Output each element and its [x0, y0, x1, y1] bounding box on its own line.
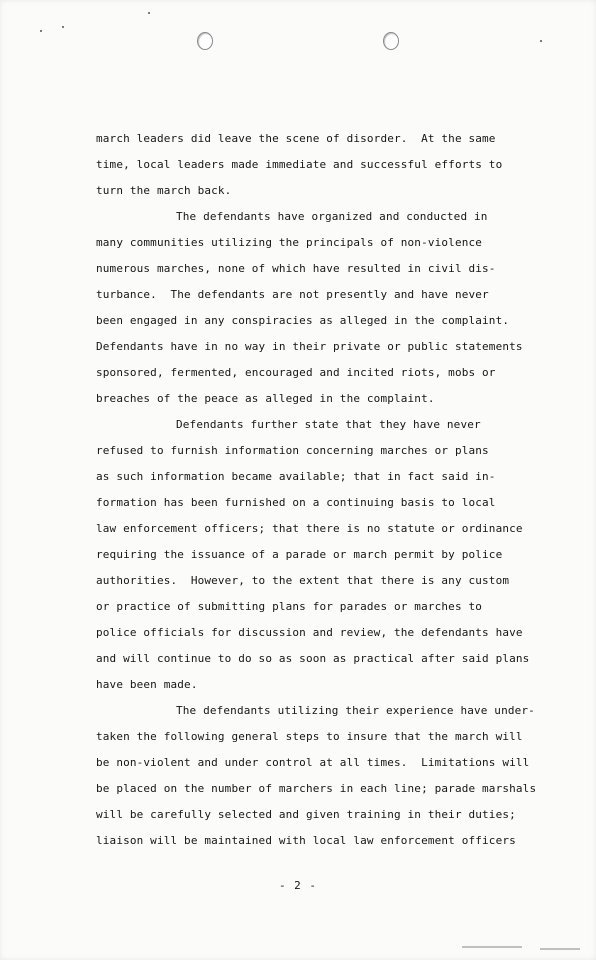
paper-speck	[540, 40, 542, 42]
scan-smudge	[462, 946, 522, 948]
text-line: march leaders did leave the scene of disorder. At the same	[96, 132, 496, 145]
text-line: requiring the issuance of a parade or march permit by police	[96, 548, 503, 561]
text-line: have been made.	[96, 678, 198, 691]
text-line: and will continue to do so as soon as practical after said plans	[96, 652, 530, 665]
text-line: many communities utilizing the principals of non-violence	[96, 236, 483, 249]
text-line: formation has been furnished on a continuing basis to local	[96, 496, 496, 509]
text-line: The defendants utilizing their experience have under-	[176, 704, 535, 717]
text-line: Defendants further state that they have never	[176, 418, 481, 431]
text-line: been engaged in any conspiracies as alleged in the complaint.	[96, 314, 510, 327]
text-line: liaison will be maintained with local law enforcement officers	[96, 834, 516, 847]
page-number: - 2 -	[278, 879, 318, 892]
text-line: refused to furnish information concerning marches or plans	[96, 444, 489, 457]
text-line: be non-violent and under control at all times. Limitations will	[96, 756, 530, 769]
text-line: will be carefully selected and given training in their duties;	[96, 808, 516, 821]
text-line: time, local leaders made immediate and successful efforts to	[96, 158, 503, 171]
punch-hole-left	[197, 32, 213, 50]
text-line: The defendants have organized and conducted in	[176, 210, 488, 223]
text-line: law enforcement officers; that there is no statute or ordinance	[96, 522, 523, 535]
text-line: be placed on the number of marchers in each line; parade marshals	[96, 782, 537, 795]
text-line: as such information became available; that in fact said in-	[96, 470, 496, 483]
text-line: authorities. However, to the extent that there is any custom	[96, 574, 510, 587]
text-line: Defendants have in no way in their private or public statements	[96, 340, 523, 353]
text-line: turn the march back.	[96, 184, 232, 197]
paper-speck	[62, 26, 64, 28]
paper-speck	[40, 30, 42, 32]
text-line: turbance. The defendants are not presently and have never	[96, 288, 489, 301]
text-line: breaches of the peace as alleged in the complaint.	[96, 392, 435, 405]
text-line: taken the following general steps to insure that the march will	[96, 730, 523, 743]
punch-hole-right	[383, 32, 399, 50]
scan-smudge	[540, 948, 580, 950]
paper-speck	[148, 12, 150, 14]
text-line: police officials for discussion and review, the defendants have	[96, 626, 523, 639]
text-line: sponsored, fermented, encouraged and incited riots, mobs or	[96, 366, 496, 379]
text-line: or practice of submitting plans for parades or marches to	[96, 600, 483, 613]
text-line: numerous marches, none of which have resulted in civil dis-	[96, 262, 496, 275]
